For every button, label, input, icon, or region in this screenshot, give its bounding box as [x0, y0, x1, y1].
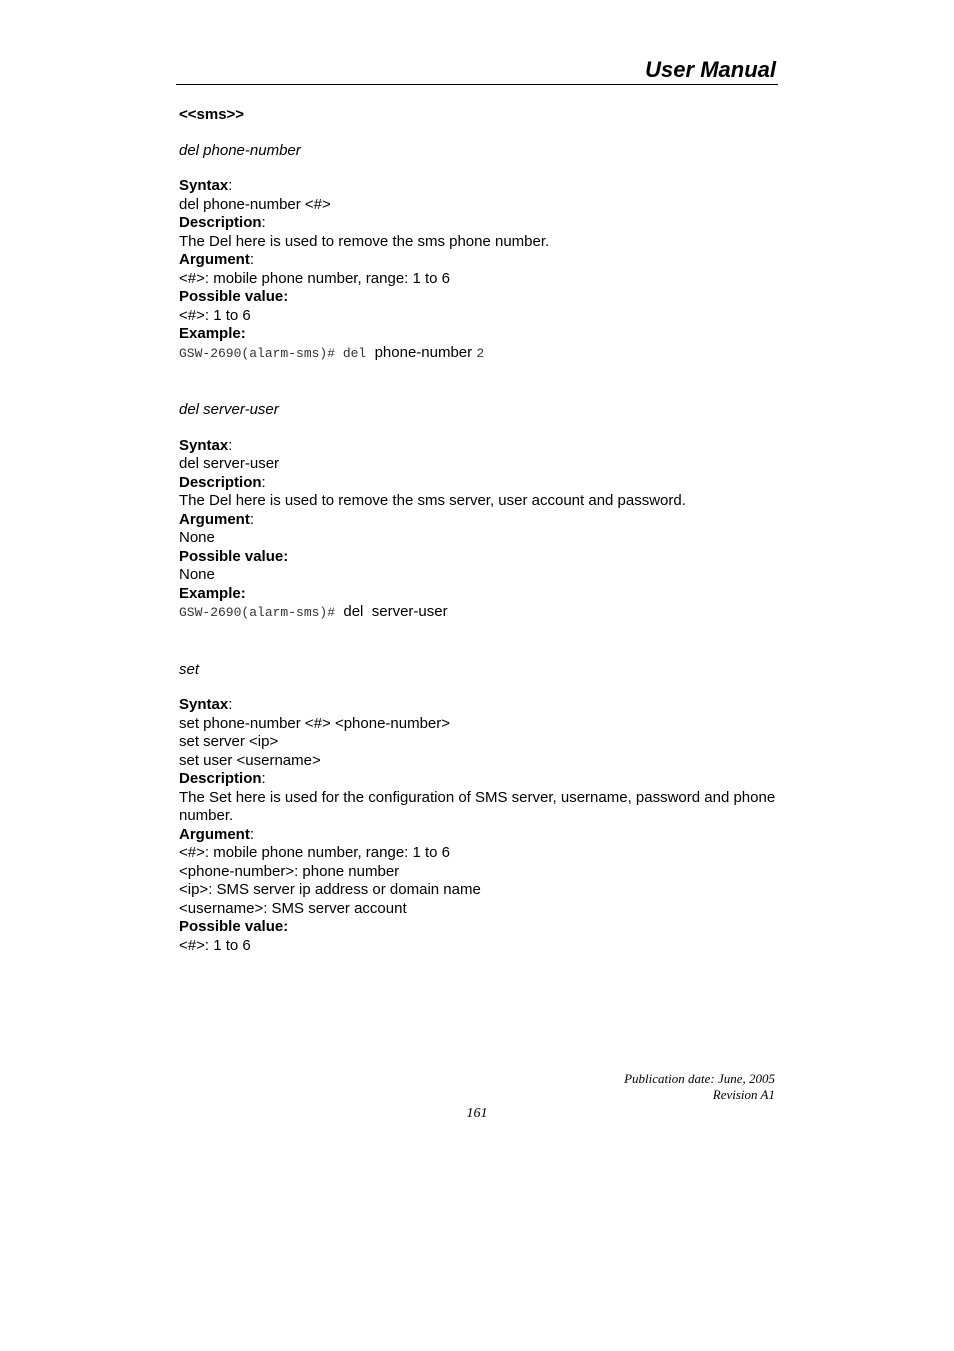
publication-info: [624, 1071, 775, 1103]
argument-label: Argument:: [179, 251, 255, 268]
command-name: del server-user: [179, 401, 279, 418]
command-name: del phone-number: [179, 141, 301, 159]
syntax-line: del server-user: [179, 455, 280, 472]
example-label: Example:: [179, 325, 246, 342]
revision: Revision A1: [712, 1087, 775, 1102]
page-number: 161: [466, 1106, 488, 1121]
publication-date: Publication date: June, 2005: [624, 1071, 775, 1086]
syntax-line: set server <ip>: [179, 733, 279, 750]
argument-line: <phone-number>: phone number: [179, 862, 400, 880]
example-line: [179, 344, 779, 364]
syntax-label: Syntax:: [179, 436, 233, 454]
example-prompt: GSW-2690(alarm-sms)#: [179, 605, 336, 620]
argument-line: <#>: mobile phone number, range: 1 to 6: [179, 844, 451, 861]
document-body: [179, 106, 779, 955]
possible-value-label: Possible value:: [179, 288, 289, 305]
possible-value-line: <#>: 1 to 6: [179, 306, 251, 324]
example-value: 2: [476, 345, 485, 361]
possible-value-label: Possible value:: [179, 547, 289, 565]
example-label: Example:: [179, 584, 246, 602]
description-label: Description:: [179, 214, 266, 231]
header-rule: [176, 84, 778, 85]
command-block-del-phone-number: [179, 142, 779, 364]
syntax-line: del phone-number <#>: [179, 195, 331, 213]
description-text: The Set here is used for the configuration of SMS server, username, password and phone number.: [179, 788, 776, 824]
argument-label: Argument:: [179, 825, 255, 843]
argument-line: <#>: mobile phone number, range: 1 to 6: [179, 269, 451, 287]
syntax-label: Syntax:: [179, 696, 233, 713]
argument-label: Argument:: [179, 510, 255, 528]
example-line: [179, 603, 779, 623]
example-prompt: GSW-2690(alarm-sms)# del: [179, 345, 367, 361]
syntax-line: set user <username>: [179, 751, 321, 769]
command-block-del-server-user: [179, 401, 779, 623]
description-text: The Del here is used to remove the sms phone number.: [179, 232, 550, 250]
possible-value-line: <#>: 1 to 6: [179, 936, 251, 954]
description-label: Description:: [179, 473, 266, 491]
syntax-label: Syntax:: [179, 177, 233, 194]
command-name: set: [179, 660, 200, 678]
description-label: Description:: [179, 770, 266, 787]
example-command: phone-number: [374, 343, 473, 361]
description-text: The Del here is used to remove the sms server, user account and password.: [179, 492, 686, 509]
argument-line: None: [179, 529, 215, 546]
argument-line: <username>: SMS server account: [179, 899, 407, 917]
possible-value-line: None: [179, 566, 215, 583]
possible-value-label: Possible value:: [179, 918, 289, 935]
command-block-set: [179, 661, 779, 956]
syntax-line: set phone-number <#> <phone-number>: [179, 714, 451, 732]
example-command: del server-user: [343, 603, 448, 620]
argument-line: <ip>: SMS server ip address or domain name: [179, 881, 481, 898]
section-title: <<sms>>: [179, 106, 245, 123]
page-header-title: User Manual: [645, 57, 776, 82]
